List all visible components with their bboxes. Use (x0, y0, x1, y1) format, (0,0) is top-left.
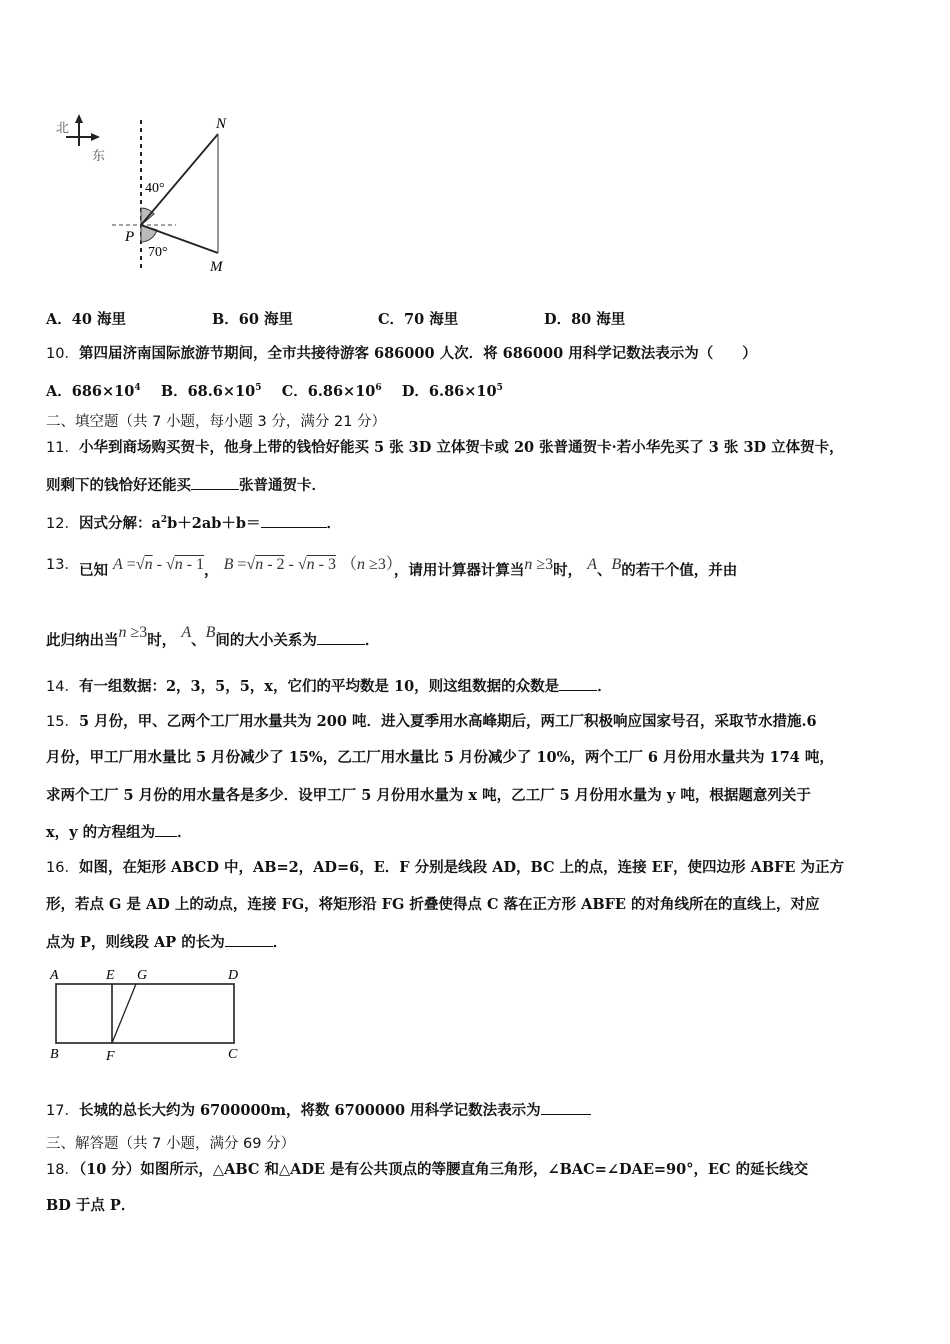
q15-line2: 月份，甲工厂用水量比 5 月份减少了 15%，乙工厂用水量比 5 月份减少了 10%，两个工厂 6 月份用水量共为 174 吨， (46, 749, 834, 766)
figure-bearing-triangle (48, 108, 258, 280)
q13-cond2: n ≥3 (524, 556, 554, 573)
q13-answer-blank[interactable] (317, 630, 365, 645)
section-3-title: 三、解答题（共 7 小题，满分 69 分） (46, 1136, 296, 1152)
label-B: B (50, 1047, 59, 1062)
q13-formula-b: B =√n - 2 - √n - 3 (223, 556, 336, 573)
q15-line3: 求两个工厂 5 月份的用水量各是多少．设甲工厂 5 月份用水量为 x 吨，乙工厂 5 月份用水量为 y 吨，根据题意列关于 (46, 787, 811, 804)
question-12 (46, 510, 341, 534)
q16-line3 (46, 932, 287, 953)
q10-number: 10． (46, 346, 79, 362)
label-E: E (106, 968, 115, 983)
q10-option-c: C．$6.86\times 10^6$ (281, 383, 382, 400)
q10-options (46, 378, 503, 402)
q14-text: 有一组数据：2，3，5，5，x，它们的平均数是 10，则这组数据的众数是 (78, 678, 560, 695)
angle-40-label: 40° (145, 181, 165, 196)
point-M-label: M (210, 259, 223, 275)
question-11-line2 (46, 475, 326, 496)
q16-end: ． (272, 934, 288, 951)
question-16 (46, 858, 844, 878)
question-11 (46, 438, 844, 458)
q16-line3-pre: 点为 P，则线段 AP 的长为 (46, 934, 225, 951)
q15-answer-blank[interactable] (155, 822, 177, 837)
q12-end: ． (326, 515, 342, 532)
q15-line4-pre: x，y 的方程组为 (46, 824, 156, 841)
compass-icon (56, 114, 105, 163)
label-G: G (137, 968, 148, 983)
q13-var-b: B (611, 556, 622, 573)
question-13 (46, 552, 737, 584)
point-N-label: N (216, 116, 227, 132)
q16-line2: 形，若点 G 是 AD 上的动点，连接 FG，将矩形沿 FG 折叠使得点 C 落在正方形 ABFE 的对角线所在的直线上，对应 (46, 896, 820, 913)
question-14 (46, 676, 612, 697)
q11-line2-pre: 则剩下的钱恰好还能买 (46, 477, 191, 494)
q13-when2: 时， (147, 632, 177, 649)
q10-option-a: A．$686\times 10^4$ (46, 383, 141, 400)
q10-option-d: D．$6.86\times 10^5$ (401, 383, 503, 400)
q18-line2: BD 于点 P． (46, 1197, 136, 1214)
angle-70-label: 70° (148, 245, 168, 260)
q13-cond3: n ≥3 (118, 624, 148, 641)
q14-end: ． (597, 678, 612, 695)
label-A: A (50, 968, 59, 983)
q10-text: 第四届济南国际旅游节期间，全市共接待游客 686000 人次．将 686000 用科学记数法表示为（ ） (78, 345, 757, 362)
q9-option-c: C．70 海里 (378, 311, 459, 328)
east-label: 东 (92, 148, 106, 163)
q9-option-a: A．40 海里 (46, 311, 126, 328)
q13-var-a: A (587, 556, 597, 573)
q13-sep2: 、 (191, 632, 206, 649)
label-C: C (228, 1047, 238, 1062)
q16-line1: 如图，在矩形 ABCD 中，AB=2，AD=6，E．F 分别是线段 AD，BC 上的点，连接 EF，使四边形 ABFE 为正方 (78, 859, 844, 876)
q13-known: 已知 (78, 562, 108, 579)
q9-options (46, 310, 625, 330)
q11-number: 11． (46, 440, 79, 456)
q16-answer-blank[interactable] (225, 932, 273, 947)
q14-number: 14． (46, 679, 79, 695)
q12-text-post: b＋2ab＋b＝ (167, 515, 261, 532)
q14-answer-blank[interactable] (559, 676, 597, 691)
q13-formula-a: A =√n - √n - 1 (113, 556, 205, 573)
q15-line1: 5 月份，甲、乙两个工厂用水量共为 200 吨．进入夏季用水高峰期后，两工厂积极响应国家号召，采取节水措施.6 (78, 713, 817, 730)
q13-var-a2: A (181, 624, 192, 641)
question-10 (46, 344, 757, 364)
question-18 (46, 1160, 808, 1180)
q10-option-b: B．$68.6\times 10^5$ (160, 383, 262, 400)
q13-line2-pre: 此归纳出当 (46, 632, 119, 649)
q12-answer-blank[interactable] (261, 513, 327, 528)
q9-option-d: D．80 海里 (544, 311, 626, 328)
q15-number: 15． (46, 714, 79, 730)
question-17 (46, 1100, 591, 1121)
q17-answer-blank[interactable] (541, 1100, 591, 1115)
q13-line2-mid: 间的大小关系为 (215, 632, 317, 649)
q15-line4 (46, 822, 192, 843)
q13-when: 时， (553, 562, 583, 579)
q17-text: 长城的总长大约为 6700000m，将数 6700000 用科学记数法表示为 (78, 1102, 541, 1119)
q13-condition: （n ≥3） (341, 556, 394, 573)
north-label: 北 (56, 120, 70, 135)
q12-sup: 2 (160, 515, 168, 525)
point-P-label: P (125, 229, 135, 245)
label-D: D (228, 968, 239, 983)
question-15 (46, 712, 817, 732)
q13-line1-rest: ，请用计算器计算当 (393, 562, 525, 579)
section-2-title: 二、填空题（共 7 小题，每小题 3 分，满分 21 分） (46, 414, 387, 430)
figure-rectangle-abcd (46, 964, 246, 1064)
q11-line2-post: 张普通贺卡． (239, 477, 326, 494)
q18-line1: （10 分）如图所示，△ABC 和△ADE 是有公共顶点的等腰直角三角形，∠BAC=∠DAE=90°，EC 的延长线交 (78, 1161, 809, 1178)
q13-number: 13． (46, 557, 79, 573)
q18-number: 18． (46, 1162, 79, 1178)
q13-comma: ， (204, 562, 219, 579)
q13-var-b2: B (205, 624, 216, 641)
question-13-line2 (46, 620, 379, 654)
q17-number: 17． (46, 1103, 79, 1119)
q11-answer-blank[interactable] (191, 475, 239, 490)
label-F: F (106, 1049, 115, 1064)
q12-text-pre: 因式分解：a (78, 515, 161, 532)
q11-line1: 小华到商场购买贺卡，他身上带的钱恰好能买 5 张 3D 立体贺卡或 20 张普通贺卡·若小华先买了 3 张 3D 立体贺卡， (78, 439, 844, 456)
q16-number: 16． (46, 860, 79, 876)
q15-end: ． (177, 824, 192, 841)
q12-number: 12． (46, 516, 79, 532)
q13-sep: 、 (596, 562, 612, 579)
q9-option-b: B．60 海里 (212, 311, 293, 328)
q13-end: ． (364, 632, 380, 649)
q13-line1-end: 的若干个值，并由 (621, 562, 738, 579)
